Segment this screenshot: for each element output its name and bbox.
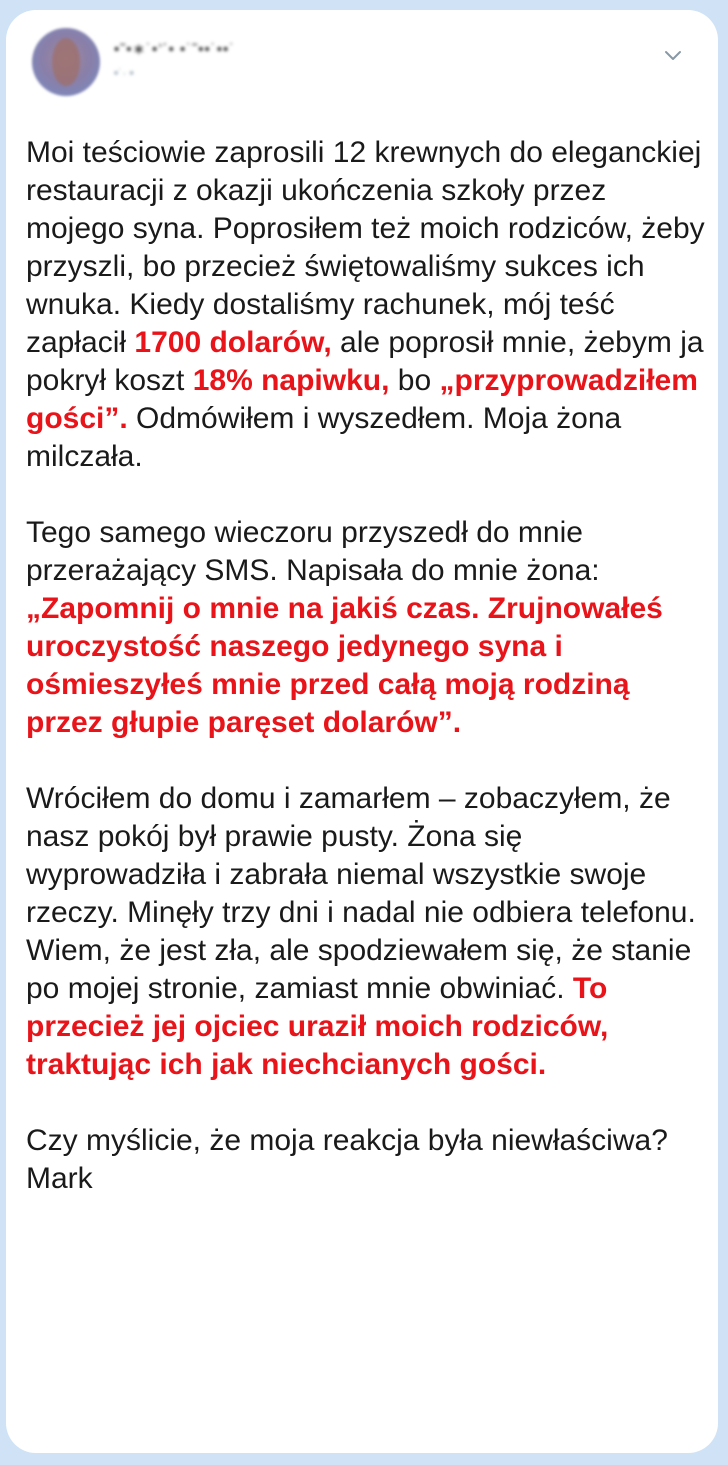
text-segment: Czy myślicie, że moja reakcja była niewłaściwa?: [26, 1124, 668, 1157]
text-segment: Moi teściowie zaprosili 12 krewnych do eleganckiej restauracji z okazji ukończenia szkoły przez mojego syna. Poprosiłem też moich rodziców, żeby przyszli, bo przecież świętowaliśmy sukces ich wnuka. Kiedy dostaliśmy rachunek, mój teść zapłacił: [26, 136, 705, 359]
avatar[interactable]: [32, 28, 100, 96]
text-segment: Tego samego wieczoru przyszedł do mnie przerażający SMS. Napisała do mnie żona:: [26, 516, 600, 587]
highlight-quote: „przyprowadziłem gości”.: [26, 364, 698, 435]
text-segment: Wróciłem do domu i zamarłem – zobaczyłem, że nasz pokój był prawie pusty. Żona się wyprowadziła i zabrała niemal wszystkie swoje rzeczy. Minęły trzy dni i nadal nie odbiera telefonu. Wiem, że jest zła, ale spodziewałem się, że stanie po mojej stronie, zamiast mnie obwiniać.: [26, 782, 696, 1005]
signature: Mark: [26, 1162, 93, 1195]
highlight-tip: 18% napiwku,: [192, 364, 390, 397]
author-name[interactable]: •˜•∗˙•’´• •˙˜••˙••˙: [114, 41, 236, 58]
tweet-text: [26, 134, 706, 1198]
tweet-card: [6, 10, 718, 1453]
tweet-paragraph-4: [26, 1122, 706, 1198]
text-segment: Odmówiłem i wyszedłem. Moja żona milczała.: [26, 402, 622, 473]
highlight-conclusion: To przecież jej ojciec uraził moich rodziców, traktując ich jak niechcianych gości.: [26, 972, 609, 1081]
text-segment: bo: [389, 364, 440, 397]
tweet-paragraph-2: [26, 514, 706, 742]
tweet-paragraph-3: [26, 780, 706, 1084]
text-segment: ale poprosił mnie, żebym ja pokrył koszt: [26, 326, 704, 397]
tweet-paragraph-1: [26, 134, 706, 476]
avatar-face: [52, 38, 80, 86]
chevron-down-icon[interactable]: [658, 40, 688, 70]
author-handle[interactable]: •˙· •: [114, 66, 134, 80]
highlight-amount: 1700 dolarów,: [134, 326, 332, 359]
highlight-sms: „Zapomnij o mnie na jakiś czas. Zrujnowałeś uroczystość naszego jedynego syna i ośmieszyłeś mnie przed całą moją rodziną przez głupie paręset dolarów”.: [26, 592, 663, 739]
